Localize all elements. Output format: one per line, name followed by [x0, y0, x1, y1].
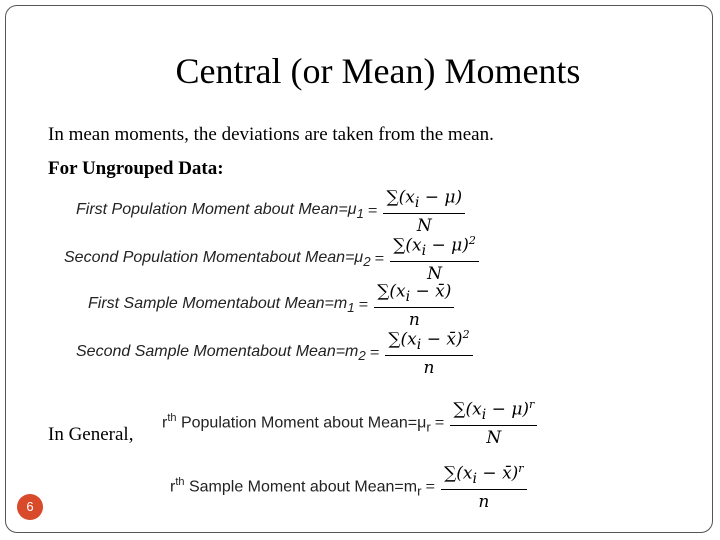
numerator: $\sum(x_i$ − x̄): [377, 281, 452, 306]
numerator: $\sum(x_i - \mu)^2$: [393, 234, 476, 260]
page-number-badge: 6: [17, 494, 43, 520]
fraction: [385, 328, 472, 378]
formula-first-sample-moment: [88, 280, 454, 330]
formula-label: Second Population Momentabout $Mean=\mu_2$: [64, 248, 371, 270]
denominator: N: [383, 213, 465, 236]
formula-rth-sample-moment: [170, 462, 527, 512]
formula-second-sample-moment: [76, 328, 473, 378]
fraction: [441, 462, 526, 512]
formula-label: Second Sample Momentabout $Mean=m_2$: [76, 342, 366, 364]
fraction: [383, 186, 465, 236]
fraction: [450, 398, 537, 448]
intro-text: In mean moments, the deviations are taken from the mean.: [48, 124, 494, 145]
formula-label: $r^{th}$ Population Moment about $Mean=\mu_r$: [162, 411, 431, 435]
formula-rth-population-moment: [162, 398, 537, 448]
formula-label: $r^{th}$ Sample Moment about $Mean=m_r$: [170, 475, 422, 499]
denominator: n: [385, 355, 472, 378]
denominator: n: [441, 489, 526, 512]
equals-sign: =: [434, 413, 445, 433]
equals-sign: =: [374, 249, 385, 269]
numerator: $\sum(x_i$ − x̄)$^r$: [444, 462, 524, 488]
formula-label: First Sample Momentabout $Mean=m_1$: [88, 294, 355, 316]
formula-first-population-moment: [76, 186, 465, 236]
fraction: [390, 234, 479, 284]
formula-second-population-moment: [64, 234, 479, 284]
equals-sign: =: [358, 295, 369, 315]
denominator: N: [390, 261, 479, 284]
equals-sign: =: [425, 477, 436, 497]
fraction: [374, 280, 454, 330]
denominator: N: [450, 425, 537, 448]
numerator: $\sum(x_i$ − x̄)$^2$: [388, 328, 470, 354]
subheading: For Ungrouped Data:: [48, 158, 224, 179]
general-label: In General,: [48, 424, 134, 445]
equals-sign: =: [369, 343, 380, 363]
equals-sign: =: [367, 201, 378, 221]
slide-title: Central (or Mean) Moments: [175, 51, 581, 91]
formula-label: First Population Moment about $Mean=\mu_1$: [76, 200, 364, 222]
numerator: $\sum(x_i - \mu)^r$: [453, 398, 535, 424]
denominator: n: [374, 307, 454, 330]
numerator: $\sum(x_i - \mu)$: [386, 187, 463, 212]
